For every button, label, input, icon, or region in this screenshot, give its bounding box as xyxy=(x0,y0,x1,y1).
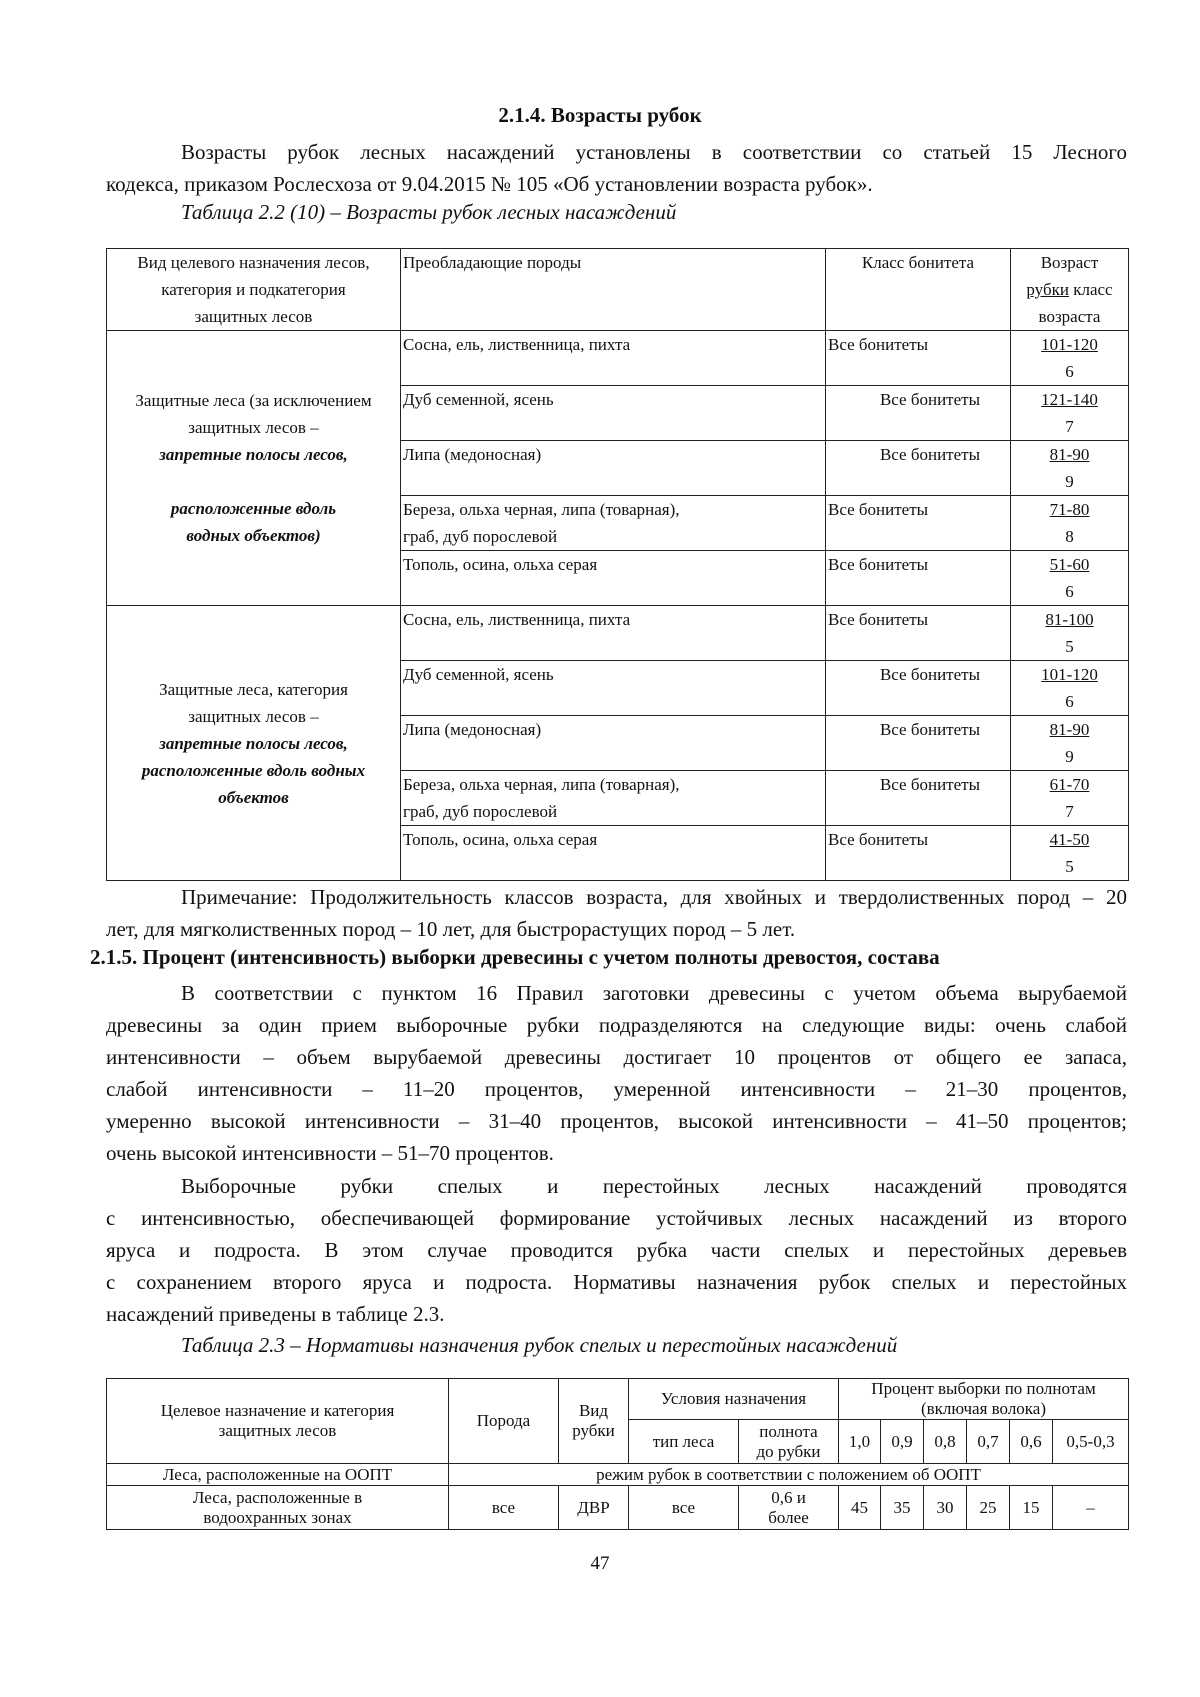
page-number: 47 xyxy=(590,1553,610,1574)
density-cell: 0,6 и более xyxy=(739,1486,839,1530)
header-purpose: Целевое назначение и категория защитных лесов xyxy=(107,1379,449,1464)
table-header-row xyxy=(107,1379,1129,1420)
class-cell: Все бонитеты xyxy=(826,331,1011,386)
forest-type-cell: все xyxy=(629,1486,739,1530)
header-age: Возраст рубки класс возраста xyxy=(1011,249,1129,331)
table-caption: Таблица 2.3 – Нормативы назначения рубок спелых и перестойных насаждений xyxy=(181,1333,898,1357)
percent-cell: – xyxy=(1053,1486,1129,1530)
table-caption: Таблица 2.2 (10) – Возрасты рубок лесных насаждений xyxy=(181,200,677,224)
header-species: Преобладающие породы xyxy=(401,249,826,331)
header-density-value: 0,9 xyxy=(881,1420,924,1464)
species-cell: Сосна, ель, лиственница, пихта xyxy=(401,331,826,386)
paragraph: Выборочные рубки спелых и перестойных лесных насаждений проводятся с интенсивностью, обеспечивающей формирование устойчивых лесных насаждений из второго яруса и подроста. В этом случае проводится рубка части спелых и перестойных деревьев с сохранением второго яруса и подроста. Нормативы назначения рубок спелых и перестойных насаждений приведены в таблице 2.3. xyxy=(106,1174,1127,1326)
class-cell: Все бонитеты xyxy=(826,661,1011,716)
paragraph-line: кодекса, приказом Рослесхоза от 9.04.2015 № 105 «Об установлении возраста рубок». xyxy=(106,172,873,196)
table-header-row xyxy=(107,249,1129,331)
species-cell: Береза, ольха черная, липа (товарная), граб, дуб порослевой xyxy=(401,496,826,551)
percent-cell: 30 xyxy=(924,1486,967,1530)
species-cell: Липа (медоносная) xyxy=(401,716,826,771)
species-cell: Дуб семенной, ясень xyxy=(401,661,826,716)
class-cell: Все бонитеты xyxy=(826,606,1011,661)
age-cell: 81-90 9 xyxy=(1011,441,1129,496)
class-cell: Все бонитеты xyxy=(826,441,1011,496)
species-cell: Дуб семенной, ясень xyxy=(401,386,826,441)
header-density-value: 0,7 xyxy=(967,1420,1010,1464)
header-purpose: Вид целевого назначения лесов, категория и подкатегория защитных лесов xyxy=(107,249,401,331)
header-forest-type: тип леса xyxy=(629,1420,739,1464)
species-cell: все xyxy=(449,1486,559,1530)
age-cell: 81-90 9 xyxy=(1011,716,1129,771)
class-cell: Все бонитеты xyxy=(826,496,1011,551)
section-heading-2-1-5: 2.1.5. Процент (интенсивность) выборки древесины с учетом полноты древостоя, состава xyxy=(90,945,940,969)
header-percent: Процент выборки по полнотам (включая волока) xyxy=(839,1379,1129,1420)
table-row xyxy=(107,606,1129,661)
species-cell: Тополь, осина, ольха серая xyxy=(401,826,826,881)
class-cell: Все бонитеты xyxy=(826,826,1011,881)
class-cell: Все бонитеты xyxy=(826,386,1011,441)
class-cell: Все бонитеты xyxy=(826,716,1011,771)
header-density: полнота до рубки xyxy=(739,1420,839,1464)
group-label: Защитные леса, категория защитных лесов – запретные полосы лесов, расположенные вдоль водных объектов xyxy=(107,606,401,881)
table-row xyxy=(107,1486,1129,1530)
age-cell: 101-120 6 xyxy=(1011,661,1129,716)
percent-cell: 25 xyxy=(967,1486,1010,1530)
species-cell: Сосна, ель, лиственница, пихта xyxy=(401,606,826,661)
header-cut-type: Вид рубки xyxy=(559,1379,629,1464)
age-cell: 121-140 7 xyxy=(1011,386,1129,441)
age-cell: 61-70 7 xyxy=(1011,771,1129,826)
header-species: Порода xyxy=(449,1379,559,1464)
table-note: лет, для мягколиственных пород – 10 лет, для быстрорастущих пород – 5 лет. xyxy=(106,917,796,941)
percent-cell: 15 xyxy=(1010,1486,1053,1530)
class-cell: Все бонитеты xyxy=(826,551,1011,606)
table-row xyxy=(107,1464,1129,1486)
row-name: Леса, расположенные в водоохранных зонах xyxy=(107,1486,449,1530)
paragraph: В соответствии с пунктом 16 Правил заготовки древесины с учетом объема вырубаемой древесины за один прием выборочные рубки подразделяются на следующие виды: очень слабой интенсивности – объем вырубаемой древесины достигает 10 процентов от общего ее запаса, слабой интенсивности – 11–20 процентов, умеренной интенсивности – 21–30 процентов, умеренно высокой интенсивности – 31–40 процентов, высокой интенсивности – 41–50 процентов; очень высокой интенсивности – 51–70 процентов. xyxy=(106,981,1127,1165)
header-density-value: 0,6 xyxy=(1010,1420,1053,1464)
age-cell: 81-100 5 xyxy=(1011,606,1129,661)
section-heading-2-1-4: 2.1.4. Возрасты рубок xyxy=(498,103,702,127)
table-note: Примечание: Продолжительность классов возраста, для хвойных и твердолиственных пород – 20 xyxy=(181,885,1127,909)
percent-cell: 45 xyxy=(839,1486,881,1530)
age-cell: 51-60 6 xyxy=(1011,551,1129,606)
row-name: Леса, расположенные на ООПТ xyxy=(107,1464,449,1486)
header-class: Класс бонитета xyxy=(826,249,1011,331)
class-cell: Все бонитеты xyxy=(826,771,1011,826)
paragraph-line: Возрасты рубок лесных насаждений установлены в соответствии со статьей 15 Лесного xyxy=(181,140,1127,164)
age-cell: 41-50 5 xyxy=(1011,826,1129,881)
group-label: Защитные леса (за исключением защитных лесов – запретные полосы лесов, расположенные вдоль водных объектов) xyxy=(107,331,401,606)
species-cell: Тополь, осина, ольха серая xyxy=(401,551,826,606)
header-conditions: Условия назначения xyxy=(629,1379,839,1420)
header-density-value: 1,0 xyxy=(839,1420,881,1464)
age-cell: 101-120 6 xyxy=(1011,331,1129,386)
species-cell: Береза, ольха черная, липа (товарная), граб, дуб порослевой xyxy=(401,771,826,826)
species-cell: Липа (медоносная) xyxy=(401,441,826,496)
cutting-age-table xyxy=(106,248,1129,881)
row-merged-text: режим рубок в соответствии с положением об ООПТ xyxy=(449,1464,1129,1486)
norms-table xyxy=(106,1378,1129,1530)
percent-cell: 35 xyxy=(881,1486,924,1530)
header-density-value: 0,8 xyxy=(924,1420,967,1464)
table-row xyxy=(107,331,1129,386)
age-cell: 71-80 8 xyxy=(1011,496,1129,551)
header-density-value: 0,5-0,3 xyxy=(1053,1420,1129,1464)
cut-type-cell: ДВР xyxy=(559,1486,629,1530)
